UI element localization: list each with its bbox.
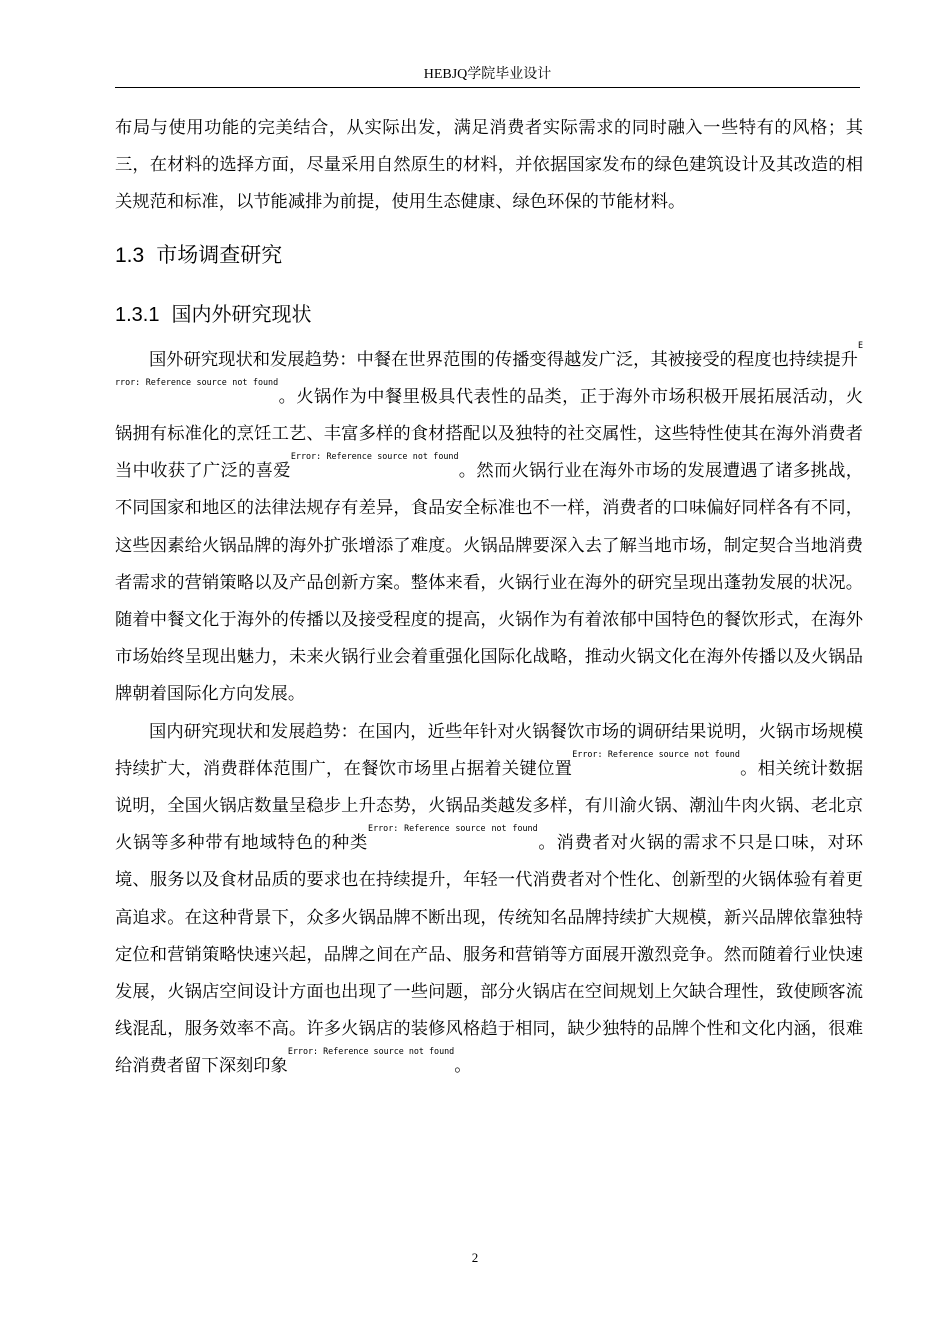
- subsection-number: 1.3.1: [115, 303, 160, 326]
- reference-error: Error: Reference source not found: [572, 748, 740, 759]
- section-title: 市场调查研究: [156, 242, 283, 267]
- header-rule: [115, 87, 860, 88]
- page-header: HEBJQ学院毕业设计: [423, 67, 552, 82]
- reference-error: Error: Reference source not found: [115, 339, 863, 387]
- reference-error: Error: Reference source not found: [290, 451, 459, 462]
- text-run: 。: [454, 1056, 472, 1077]
- text-run: 。消费者对火锅的需求不只是口味，对环境、服务以及食材品质的要求也在持续提升，年轻一代消费者对个性化、创新型的火锅体验有着更高追求。在这种背景下，众多火锅品牌不断出现，传统知名品牌持续扩大规模，新兴品牌依靠独特定位和营销策略快速兴起，品牌之间在产品、服务和营销等方面展开激烈竞争。然而随着行业快速发展，火锅店空间设计方面也出现了一些问题，部分火锅店在空间规划上欠缺合理性，致使顾客流线混乱，服务效率不高。许多火锅店的装修风格趋于相同，缺少独特的品牌个性和文化内涵，很难给消费者留下深刻印象: [115, 833, 863, 1077]
- reference-error: Error: Reference source not found: [368, 823, 538, 834]
- paragraph-top: 布局与使用功能的完美结合，从实际出发，满足消费者实际需求的同时融入一些特有的风格；其三，在材料的选择方面，尽量采用自然原生的材料，并依据国家发布的绿色建筑设计及其改造的相关规范和标准，以节能减排为前提，使用生态健康、绿色环保的节能材料。: [115, 118, 863, 213]
- reference-error: Error: Reference source not found: [287, 1046, 455, 1057]
- text-run: 。相关统计数据说明，全国火锅店数量呈稳步上升态势，火锅品类越发多样，有川渝火锅、潮汕牛肉火锅、老北京火锅等多种带有地域特色的种类: [115, 758, 863, 854]
- paragraph-domestic-research: [115, 714, 863, 1086]
- section-number: 1.3: [115, 243, 145, 267]
- section-heading: [115, 240, 863, 271]
- text-run: 。火锅作为中餐里极具代表性的品类，正于海外市场积极开展拓展活动，火锅拥有标准化的烹饪工艺、丰富多样的食材搭配以及独特的社交属性，这些特性使其在海外消费者当中收获了广泛的喜爱: [115, 386, 863, 482]
- page-number: 2: [471, 1250, 479, 1265]
- text-run: 国内研究现状和发展趋势：在国内，近些年针对火锅餐饮市场的调研结果说明，火锅市场规模持续扩大，消费群体范围广，在餐饮市场里占据着关键位置: [115, 721, 863, 779]
- page-content: [115, 110, 863, 1086]
- text-run: 国外研究现状和发展趋势：中餐在世界范围的传播变得越发广泛，其被接受的程度也持续提升: [149, 349, 858, 370]
- subsection-heading: [115, 299, 863, 330]
- subsection-title: 国内外研究现状: [171, 301, 312, 326]
- paragraph-foreign-research: [115, 339, 863, 714]
- text-run: 。然而火锅行业在海外市场的发展遭遇了诸多挑战，不同国家和地区的法律法规存有差异，食品安全标准也不一样，消费者的口味偏好同样各有不同，这些因素给火锅品牌的海外扩张增添了难度。火锅品牌要深入去了解当地市场，制定契合当地消费者需求的营销策略以及产品创新方案。整体来看，火锅行业在海外的研究呈现出蓬勃发展的状况。随着中餐文化于海外的传播以及接受程度的提高，火锅作为有着浓郁中国特色的餐饮形式，在海外市场始终呈现出魅力，未来火锅行业会着重强化国际化战略，推动火锅文化在海外传播以及火锅品牌朝着国际化方向发展。: [115, 461, 863, 705]
